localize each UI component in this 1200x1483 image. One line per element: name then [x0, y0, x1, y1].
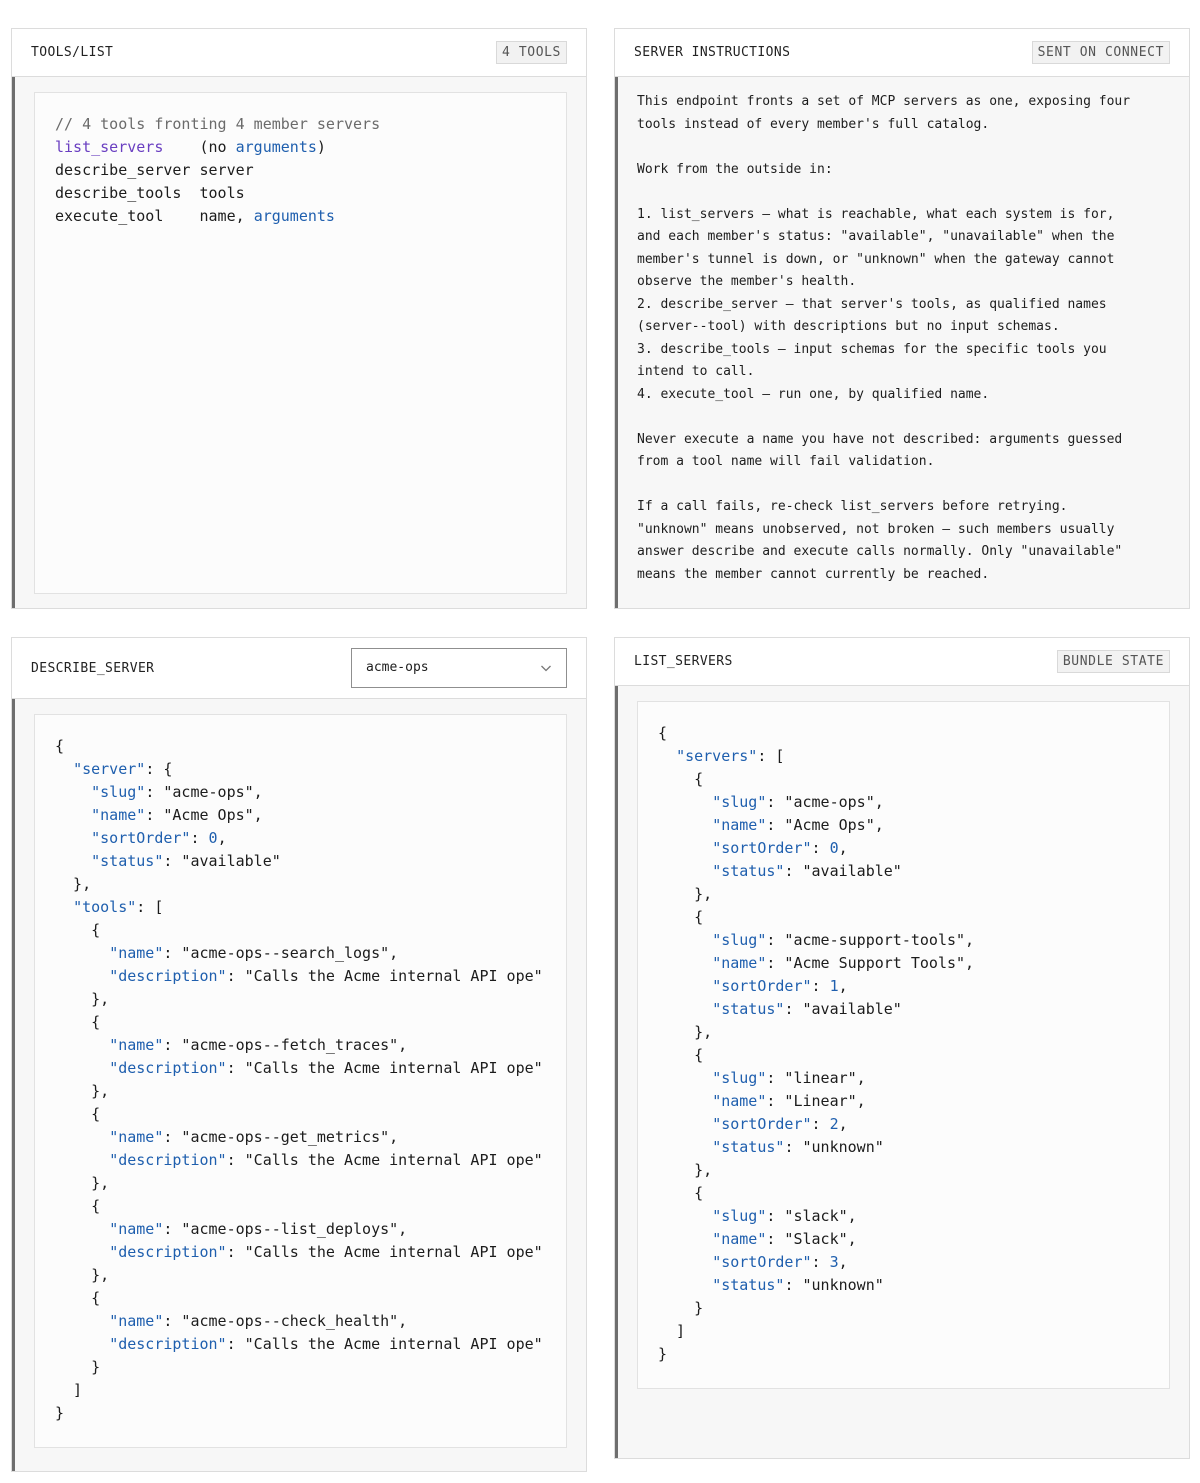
server-instructions-body — [615, 77, 1189, 608]
tools-list-header — [12, 29, 586, 77]
tool-args: (no arguments) — [199, 138, 326, 156]
describe-server-body — [12, 699, 586, 1471]
server-select[interactable] — [351, 648, 567, 688]
list-servers-json: { "servers": [ { "slug": "acme-ops", "name": "Acme Ops", "sortOrder": 0, "status": "available" }, { "slug": "acme-support-tools", "name": "Acme Support Tools", "sortOrder": 1, "status": "available" }, { "slug": "linear", "name": "Linear", "sortOrder": 2, "status": "unknown" }, { "slug": "slack", "name": "Slack", "sortOrder": 3, "status": "unknown" } ] } — [658, 724, 975, 1363]
server-instructions-header — [615, 29, 1189, 77]
tool-args: tools — [199, 184, 245, 202]
tools-list-code — [55, 113, 380, 228]
tools-list-panel — [11, 28, 587, 609]
tools-list-rows — [55, 138, 335, 225]
tool-name: list_servers — [55, 138, 164, 156]
describe-server-title: DESCRIBE_SERVER — [31, 661, 155, 676]
describe-server-panel — [11, 637, 587, 1472]
list-servers-panel — [614, 637, 1190, 1459]
tools-list-code-box — [34, 92, 567, 594]
tools-list-comment: // 4 tools fronting 4 member servers — [55, 115, 381, 133]
tool-count-badge: 4 TOOLS — [496, 41, 567, 64]
tools-list-body — [12, 77, 586, 608]
list-servers-body — [615, 686, 1189, 1458]
describe-server-code-box — [34, 714, 567, 1448]
chevron-down-icon — [540, 662, 552, 674]
list-servers-code-box — [637, 701, 1170, 1389]
tool-name: describe_server — [55, 161, 191, 179]
describe-server-json: { "server": { "slug": "acme-ops", "name": "Acme Ops", "sortOrder": 0, "status": "available" }, "tools": [ { "name": "acme-ops--search_logs", "description": "Calls the Acme internal API ope" }, { "name": "acme-ops--fetch_traces", "description": "Calls the Acme internal API ope" }, { "name": "acme-ops--get_metrics", "description": "Calls the Acme internal API ope" }, { "name": "acme-ops--list_deploys", "description": "Calls the Acme internal API ope" }, { "name": "acme-ops--check_health", "description": "Calls the Acme internal API ope" } ] } — [55, 737, 543, 1422]
server-instructions-title: SERVER INSTRUCTIONS — [634, 45, 791, 60]
tool-args: name, arguments — [199, 207, 335, 225]
tool-name: execute_tool — [55, 207, 164, 225]
describe-server-header — [12, 638, 586, 699]
server-select-value: acme-ops — [366, 660, 429, 675]
tools-list-title: TOOLS/LIST — [31, 45, 114, 60]
bundle-state-badge: BUNDLE STATE — [1057, 650, 1170, 673]
tool-args: server — [199, 161, 254, 179]
list-servers-title: LIST_SERVERS — [634, 654, 733, 669]
server-instructions-text: This endpoint fronts a set of MCP servers as one, exposing four tools instead of every member's full catalog. Work from the outside in: 1. list_servers — what is reachable, what each system is for, and each member's status: "available", "unavailable" when the member's tunnel is down, or "unknown" when the gateway cannot observe the member's health. 2. describe_server — that server's tools, as qualified names (server--tool) with descriptions but no input schemas. 3. describe_tools — input schemas for the specific tools you intend to call. 4. execute_tool — run one, by qualified name. Never execute a name you have not described: arguments guessed from a tool name will fail validation. If a call fails, re-check list_servers before retrying. "unknown" means unobserved, not broken — such members usually answer describe and execute calls normally. Only "unavailable" means the member cannot currently be reached. — [637, 94, 1131, 582]
tool-name: describe_tools — [55, 184, 182, 202]
list-servers-header — [615, 638, 1189, 686]
sent-on-connect-badge: SENT ON CONNECT — [1032, 41, 1170, 64]
server-instructions-panel — [614, 28, 1190, 609]
